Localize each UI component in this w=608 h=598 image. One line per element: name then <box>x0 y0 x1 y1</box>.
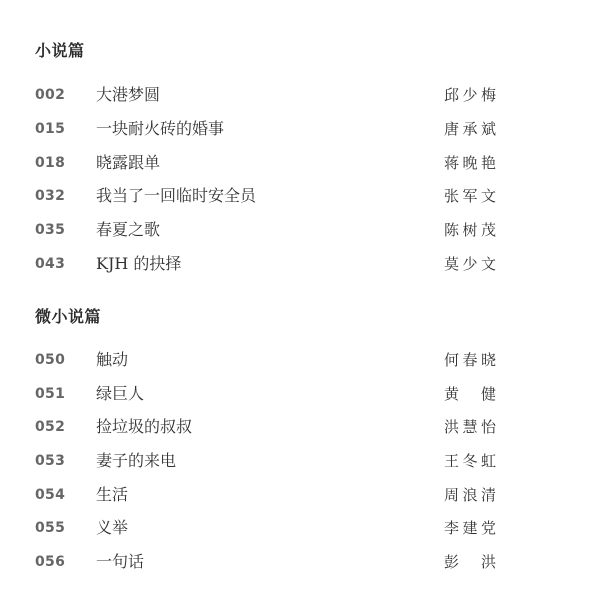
toc-entry[interactable] <box>0 151 608 175</box>
entry-author: 王冬虹 <box>444 452 496 470</box>
entry-title: 大港梦圆 <box>96 85 161 104</box>
entry-author: 周浪清 <box>444 486 496 504</box>
entry-title: KJH 的抉择 <box>96 254 182 273</box>
entry-title: 触动 <box>96 350 129 369</box>
entry-author: 何春晓 <box>444 351 496 369</box>
toc-entry[interactable] <box>0 483 608 507</box>
entry-page-number: 056 <box>35 554 66 570</box>
entry-author: 唐承斌 <box>444 120 496 138</box>
entry-page-number: 055 <box>35 520 66 536</box>
section-title-micro-novels: 微小说篇 <box>35 307 102 326</box>
entry-title: 绿巨人 <box>96 384 145 403</box>
entry-page-number: 053 <box>35 453 66 469</box>
entry-author: 李建党 <box>444 519 496 537</box>
toc-entry[interactable] <box>0 382 608 406</box>
entry-title: 一块耐火砖的婚事 <box>96 119 225 138</box>
entry-author: 陈树茂 <box>444 221 496 239</box>
toc-entry[interactable] <box>0 83 608 107</box>
entry-page-number: 043 <box>35 256 66 272</box>
entry-page-number: 052 <box>35 419 66 435</box>
toc-entry[interactable] <box>0 415 608 439</box>
entry-title: 生活 <box>96 485 129 504</box>
entry-page-number: 018 <box>35 155 66 171</box>
entry-page-number: 002 <box>35 87 66 103</box>
toc-entry[interactable] <box>0 184 608 208</box>
entry-title: 捡垃圾的叔叔 <box>96 417 193 436</box>
entry-author: 彭 洪 <box>444 553 496 571</box>
entry-author: 莫少文 <box>444 255 496 273</box>
toc-entry[interactable] <box>0 117 608 141</box>
entry-author: 邱少梅 <box>444 86 496 104</box>
toc-entry[interactable] <box>0 516 608 540</box>
entry-title: 一句话 <box>96 552 145 571</box>
entry-page-number: 035 <box>35 222 66 238</box>
toc-entry[interactable] <box>0 449 608 473</box>
toc-entry[interactable] <box>0 348 608 372</box>
section-title-novels: 小说篇 <box>35 41 85 60</box>
entry-author: 蒋晚艳 <box>444 154 496 172</box>
entry-author: 张军文 <box>444 187 496 205</box>
entry-title: 妻子的来电 <box>96 451 177 470</box>
entry-title: 义举 <box>96 518 129 537</box>
toc-entry[interactable] <box>0 218 608 242</box>
entry-title: 春夏之歌 <box>96 220 161 239</box>
entry-title: 我当了一回临时安全员 <box>96 186 257 205</box>
entry-page-number: 015 <box>35 121 66 137</box>
toc-entry[interactable] <box>0 252 608 276</box>
entry-page-number: 050 <box>35 352 66 368</box>
toc-entry[interactable] <box>0 550 608 574</box>
entry-page-number: 032 <box>35 188 66 204</box>
entry-author: 黄 健 <box>444 385 496 403</box>
entry-page-number: 054 <box>35 487 66 503</box>
entry-author: 洪慧怡 <box>444 418 496 436</box>
entry-page-number: 051 <box>35 386 66 402</box>
entry-title: 晓露跟单 <box>96 153 161 172</box>
